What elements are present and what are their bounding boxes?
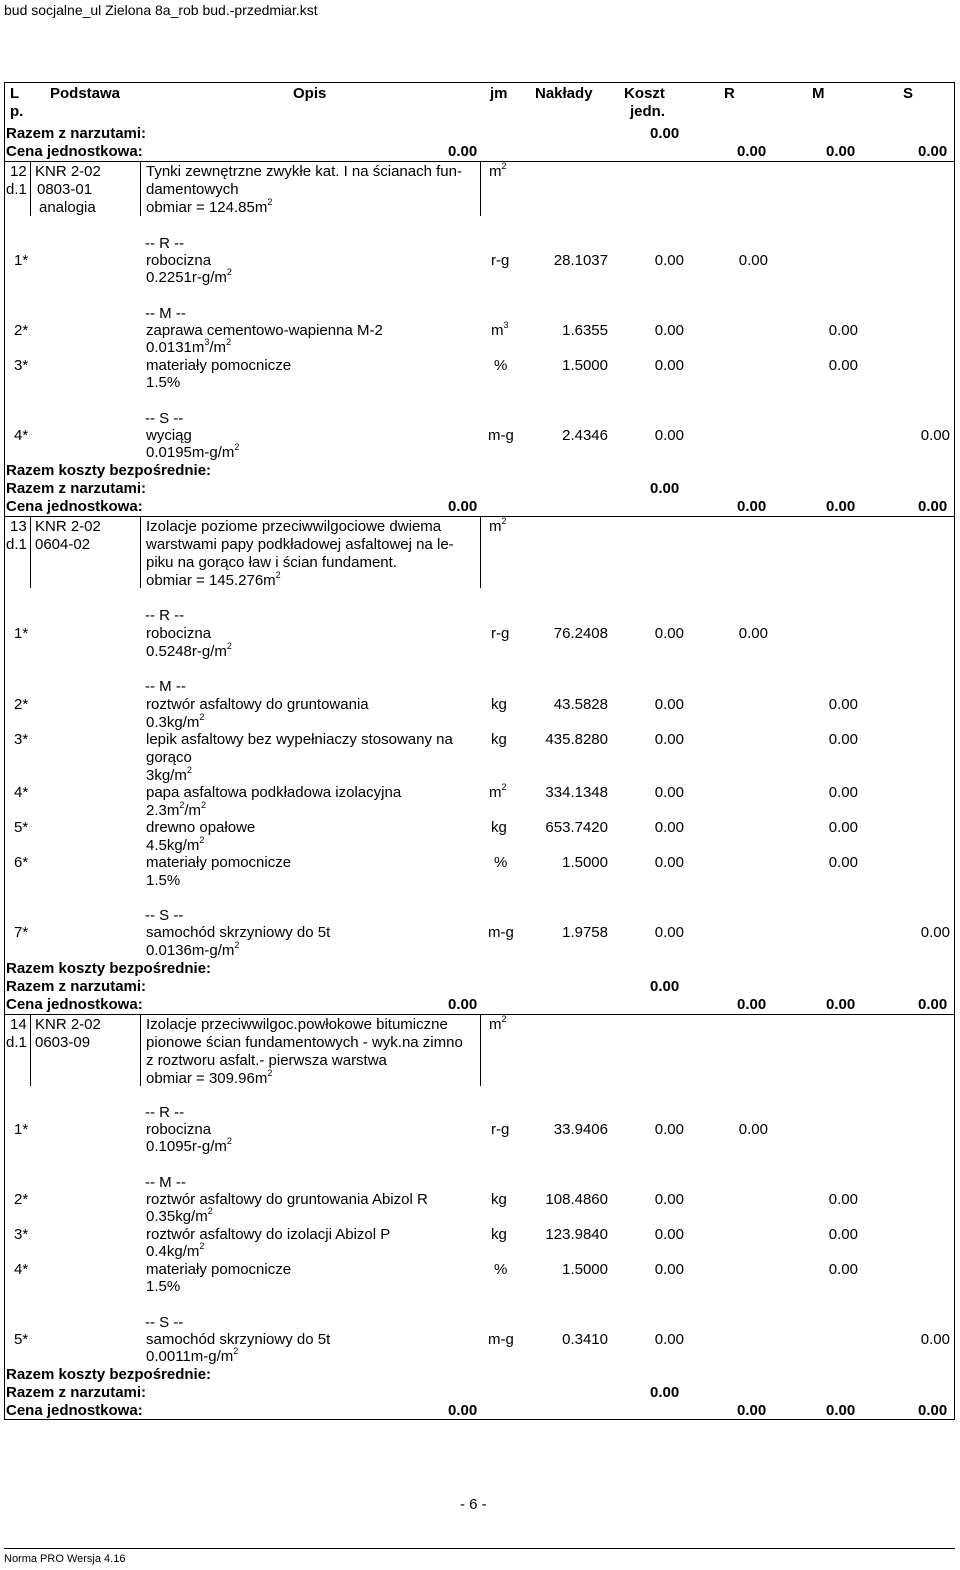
resource-lp: 6*	[14, 854, 29, 871]
cell-divider	[140, 1015, 141, 1086]
resource-m-value: 0.00	[828, 819, 858, 836]
resource-norm: $0.1095r-g/m^2$	[146, 1136, 232, 1155]
razem-z-narzutami-value: 0.00	[650, 978, 680, 995]
item-unit: $m^2$	[489, 1014, 507, 1033]
header-jm: jm	[490, 85, 508, 102]
resource-name: materiały pomocnicze	[146, 854, 292, 871]
cena-s: 0.00	[918, 1402, 948, 1419]
footer-software: Norma PRO Wersja 4.16	[4, 1553, 126, 1565]
table-right-border	[954, 82, 955, 1420]
resource-qty: 1.6355	[562, 322, 608, 339]
resource-norm: $0.5248r-g/m^2$	[146, 641, 232, 660]
item-basis-code: 0803-01	[37, 181, 93, 198]
table-bottom-border	[4, 1419, 955, 1420]
resource-lp: 7*	[14, 924, 29, 941]
cena-s: 0.00	[918, 498, 948, 515]
resource-qty: 653.7420	[545, 819, 608, 836]
resource-jm: m-g	[488, 427, 514, 444]
razem-z-narzutami-value-0: 0.00	[650, 125, 680, 142]
cell-divider	[480, 162, 481, 216]
resource-norm: $0.35kg/m^2$	[146, 1206, 213, 1225]
resource-jm: $m^3$	[491, 320, 509, 339]
cena-jednostkowa: Cena jednostkowa:	[6, 498, 143, 515]
resource-lp: 4*	[14, 1261, 29, 1278]
resource-qty: 435.8280	[545, 731, 608, 748]
resource-s-value: 0.00	[920, 427, 950, 444]
resource-name: zaprawa cementowo-wapienna M-2	[146, 322, 383, 339]
resource-qty: 2.4346	[562, 427, 608, 444]
resource-name: lepik asfaltowy bez wypełniaczy stosowany na	[146, 731, 453, 748]
resource-jm: %	[494, 854, 508, 871]
resource-jm: kg	[491, 696, 507, 713]
resource-norm: 1.5%	[146, 1278, 181, 1295]
resource-norm: $0.0136m-g/m^2$	[146, 940, 240, 959]
resource-name: samochód skrzyniowy do 5t	[146, 924, 331, 941]
resource-m-value: 0.00	[828, 1226, 858, 1243]
header-lp: L	[10, 85, 20, 102]
resource-norm: $0.4kg/m^2$	[146, 1241, 205, 1260]
resource-price: 0.00	[654, 819, 684, 836]
document-title: bud socjalne_ul Zielona 8a_rob bud.-przedmiar.kst	[4, 2, 318, 18]
table-top-border	[4, 82, 955, 83]
resource-lp: 1*	[14, 1121, 29, 1138]
resource-lp: 3*	[14, 731, 29, 748]
resource-jm: r-g	[491, 625, 510, 642]
item-description: Tynki zewnętrzne zwykłe kat. I na ścianach fun-	[146, 163, 462, 180]
resource-r-value: 0.00	[738, 252, 768, 269]
cena-m-0: 0.00	[826, 143, 856, 160]
razem-z-narzutami: Razem z narzutami:	[6, 1384, 147, 1401]
header-opis: Opis	[293, 85, 327, 102]
cell-divider	[30, 517, 31, 588]
resource-qty: 108.4860	[545, 1191, 608, 1208]
resource-price: 0.00	[654, 854, 684, 871]
section-m-label: -- M --	[145, 305, 186, 322]
section-m-label: -- M --	[145, 678, 186, 695]
item-description-3: z roztworu asfalt.- pierwsza warstwa	[146, 1052, 387, 1069]
resource-m-value: 0.00	[828, 1261, 858, 1278]
header-koszt-2: jedn.	[630, 103, 666, 120]
resource-qty: 28.1037	[553, 252, 608, 269]
resource-price: 0.00	[654, 357, 684, 374]
resource-lp: 2*	[14, 322, 29, 339]
item-number-suffix: d.1	[6, 1034, 27, 1051]
item-measurement: obmiar = $124.85m^2$	[146, 197, 273, 216]
resource-price: 0.00	[654, 322, 684, 339]
resource-name: roztwór asfaltowy do izolacji Abizol P	[146, 1226, 391, 1243]
resource-name: roztwór asfaltowy do gruntowania Abizol R	[146, 1191, 428, 1208]
resource-name: materiały pomocnicze	[146, 1261, 292, 1278]
resource-price: 0.00	[654, 1121, 684, 1138]
item-number: 14	[10, 1016, 27, 1033]
section-r-label: -- R --	[145, 607, 185, 624]
header-koszt: Koszt	[624, 85, 665, 102]
resource-norm: $0.0011m-g/m^2$	[146, 1346, 239, 1365]
cena-s-0: 0.00	[918, 143, 948, 160]
item-description-2: damentowych	[146, 181, 239, 198]
item-basis: KNR 2-02	[35, 518, 101, 535]
item-measurement: obmiar = $145.276m^2$	[146, 570, 281, 589]
resource-name: drewno opałowe	[146, 819, 256, 836]
resource-lp: 1*	[14, 252, 29, 269]
cell-divider	[30, 162, 31, 216]
cell-divider	[140, 162, 141, 216]
resource-lp: 5*	[14, 819, 29, 836]
resource-lp: 2*	[14, 696, 29, 713]
resource-m-value: 0.00	[828, 731, 858, 748]
resource-jm: %	[494, 357, 508, 374]
cena-jednostkowa-value: 0.00	[448, 498, 478, 515]
resource-m-value: 0.00	[828, 854, 858, 871]
resource-norm: $0.0131m^3/m^2$	[146, 337, 232, 356]
razem-koszty: Razem koszty bezpośrednie:	[6, 462, 212, 479]
resource-name: samochód skrzyniowy do 5t	[146, 1331, 331, 1348]
cena-r: 0.00	[737, 1402, 767, 1419]
item-basis-code: 0603-09	[35, 1034, 91, 1051]
item-description-2: pionowe ścian fundamentowych - wyk.na zimno	[146, 1034, 463, 1051]
resource-name: roztwór asfaltowy do gruntowania	[146, 696, 369, 713]
resource-jm: r-g	[491, 252, 510, 269]
razem-z-narzutami-value: 0.00	[650, 480, 680, 497]
resource-price: 0.00	[654, 625, 684, 642]
section-r-label: -- R --	[145, 235, 185, 252]
item-number: 12	[10, 163, 27, 180]
resource-price: 0.00	[654, 924, 684, 941]
resource-qty: 1.5000	[562, 357, 608, 374]
resource-price: 0.00	[654, 1226, 684, 1243]
cena-m: 0.00	[826, 498, 856, 515]
resource-norm: $2.3m^2/m^2$	[146, 800, 207, 819]
cena-jednostkowa-value: 0.00	[448, 996, 478, 1013]
resource-price: 0.00	[654, 731, 684, 748]
resource-name: robocizna	[146, 252, 212, 269]
section-r-label: -- R --	[145, 1104, 185, 1121]
resource-m-value: 0.00	[828, 322, 858, 339]
resource-price: 0.00	[654, 1331, 684, 1348]
resource-s-value: 0.00	[920, 924, 950, 941]
resource-m-value: 0.00	[828, 784, 858, 801]
footer-rule	[4, 1548, 955, 1549]
cell-divider	[480, 1015, 481, 1086]
resource-lp: 2*	[14, 1191, 29, 1208]
resource-name: wyciąg	[146, 427, 192, 444]
item-basis: KNR 2-02	[35, 163, 101, 180]
resource-qty: 334.1348	[545, 784, 608, 801]
item-description-2: warstwami papy podkładowej asfaltowej na le-	[146, 536, 454, 553]
header-r: R	[724, 85, 735, 102]
resource-jm: kg	[491, 819, 507, 836]
item-basis: KNR 2-02	[35, 1016, 101, 1033]
section-m-label: -- M --	[145, 1174, 186, 1191]
resource-norm: $4.5kg/m^2$	[146, 835, 205, 854]
section-s-label: -- S --	[145, 410, 184, 427]
resource-m-value: 0.00	[828, 696, 858, 713]
cena-jednostkowa: Cena jednostkowa:	[6, 996, 143, 1013]
resource-qty: 1.9758	[562, 924, 608, 941]
resource-norm: 1.5%	[146, 374, 181, 391]
resource-lp: 3*	[14, 1226, 29, 1243]
razem-z-narzutami-0: Razem z narzutami:	[6, 125, 147, 142]
section-s-label: -- S --	[145, 907, 184, 924]
resource-price: 0.00	[654, 1261, 684, 1278]
resource-r-value: 0.00	[738, 1121, 768, 1138]
resource-norm: $0.0195m-g/m^2$	[146, 442, 240, 461]
resource-price: 0.00	[654, 696, 684, 713]
cena-r: 0.00	[737, 996, 767, 1013]
header-naklady: Nakłady	[535, 85, 593, 102]
resource-norm: $3kg/m^2$	[146, 765, 192, 784]
resource-norm: $0.3kg/m^2$	[146, 712, 205, 731]
resource-lp: 4*	[14, 427, 29, 444]
resource-jm: m-g	[488, 1331, 514, 1348]
resource-jm: kg	[491, 1226, 507, 1243]
cena-jednostkowa: Cena jednostkowa:	[6, 1402, 143, 1419]
item-unit: $m^2$	[489, 161, 507, 180]
resource-lp: 4*	[14, 784, 29, 801]
item-description-3: piku na gorąco ław i ścian fundament.	[146, 554, 397, 571]
resource-m-value: 0.00	[828, 1191, 858, 1208]
cena-jednostkowa-value: 0.00	[448, 1402, 478, 1419]
resource-name-2: gorąco	[146, 749, 192, 766]
razem-z-narzutami: Razem z narzutami:	[6, 978, 147, 995]
resource-name: papa asfaltowa podkładowa izolacyjna	[146, 784, 402, 801]
resource-jm: $m^2$	[489, 782, 507, 801]
item-number: 13	[10, 518, 27, 535]
resource-price: 0.00	[654, 427, 684, 444]
resource-qty: 33.9406	[553, 1121, 608, 1138]
cena-m: 0.00	[826, 1402, 856, 1419]
header-s: S	[903, 85, 914, 102]
item-number-suffix: d.1	[6, 536, 27, 553]
cell-divider	[30, 1015, 31, 1086]
resource-r-value: 0.00	[738, 625, 768, 642]
razem-z-narzutami-value: 0.00	[650, 1384, 680, 1401]
cena-r-0: 0.00	[737, 143, 767, 160]
resource-qty: 43.5828	[553, 696, 608, 713]
resource-qty: 76.2408	[553, 625, 608, 642]
resource-qty: 1.5000	[562, 1261, 608, 1278]
cena-s: 0.00	[918, 996, 948, 1013]
cena-m: 0.00	[826, 996, 856, 1013]
razem-koszty: Razem koszty bezpośrednie:	[6, 1366, 212, 1383]
item-description: Izolacje poziome przeciwwilgociowe dwiema	[146, 518, 442, 535]
resource-jm: kg	[491, 1191, 507, 1208]
section-s-label: -- S --	[145, 1314, 184, 1331]
table-left-border	[4, 82, 5, 1420]
header-lp-2: p.	[10, 103, 24, 120]
razem-koszty: Razem koszty bezpośrednie:	[6, 960, 212, 977]
resource-name: materiały pomocnicze	[146, 357, 292, 374]
cena-r: 0.00	[737, 498, 767, 515]
resource-price: 0.00	[654, 252, 684, 269]
resource-jm: r-g	[491, 1121, 510, 1138]
resource-price: 0.00	[654, 1191, 684, 1208]
resource-jm: %	[494, 1261, 508, 1278]
cell-divider	[480, 517, 481, 588]
resource-qty: 0.3410	[562, 1331, 608, 1348]
resource-name: robocizna	[146, 625, 212, 642]
resource-jm: kg	[491, 731, 507, 748]
resource-jm: m-g	[488, 924, 514, 941]
resource-lp: 1*	[14, 625, 29, 642]
cena-jednostkowa-value-0: 0.00	[448, 143, 478, 160]
header-podstawa: Podstawa	[50, 85, 121, 102]
razem-z-narzutami: Razem z narzutami:	[6, 480, 147, 497]
item-unit: $m^2$	[489, 516, 507, 535]
resource-norm: $0.2251r-g/m^2$	[146, 267, 232, 286]
item-number-suffix: d.1	[6, 181, 27, 198]
page-number: - 6 -	[460, 1496, 487, 1513]
item-basis-note: analogia	[39, 199, 96, 216]
item-description: Izolacje przeciwwilgoc.powłokowe bitumiczne	[146, 1016, 448, 1033]
header-m: M	[812, 85, 825, 102]
resource-qty: 123.9840	[545, 1226, 608, 1243]
resource-lp: 5*	[14, 1331, 29, 1348]
resource-price: 0.00	[654, 784, 684, 801]
resource-s-value: 0.00	[920, 1331, 950, 1348]
item-measurement: obmiar = $309.96m^2$	[146, 1068, 273, 1087]
resource-lp: 3*	[14, 357, 29, 374]
resource-norm: 1.5%	[146, 872, 181, 889]
resource-name: robocizna	[146, 1121, 212, 1138]
cell-divider	[140, 517, 141, 588]
cena-jednostkowa-0: Cena jednostkowa:	[6, 143, 143, 160]
resource-m-value: 0.00	[828, 357, 858, 374]
item-basis-code: 0604-02	[35, 536, 91, 553]
resource-qty: 1.5000	[562, 854, 608, 871]
